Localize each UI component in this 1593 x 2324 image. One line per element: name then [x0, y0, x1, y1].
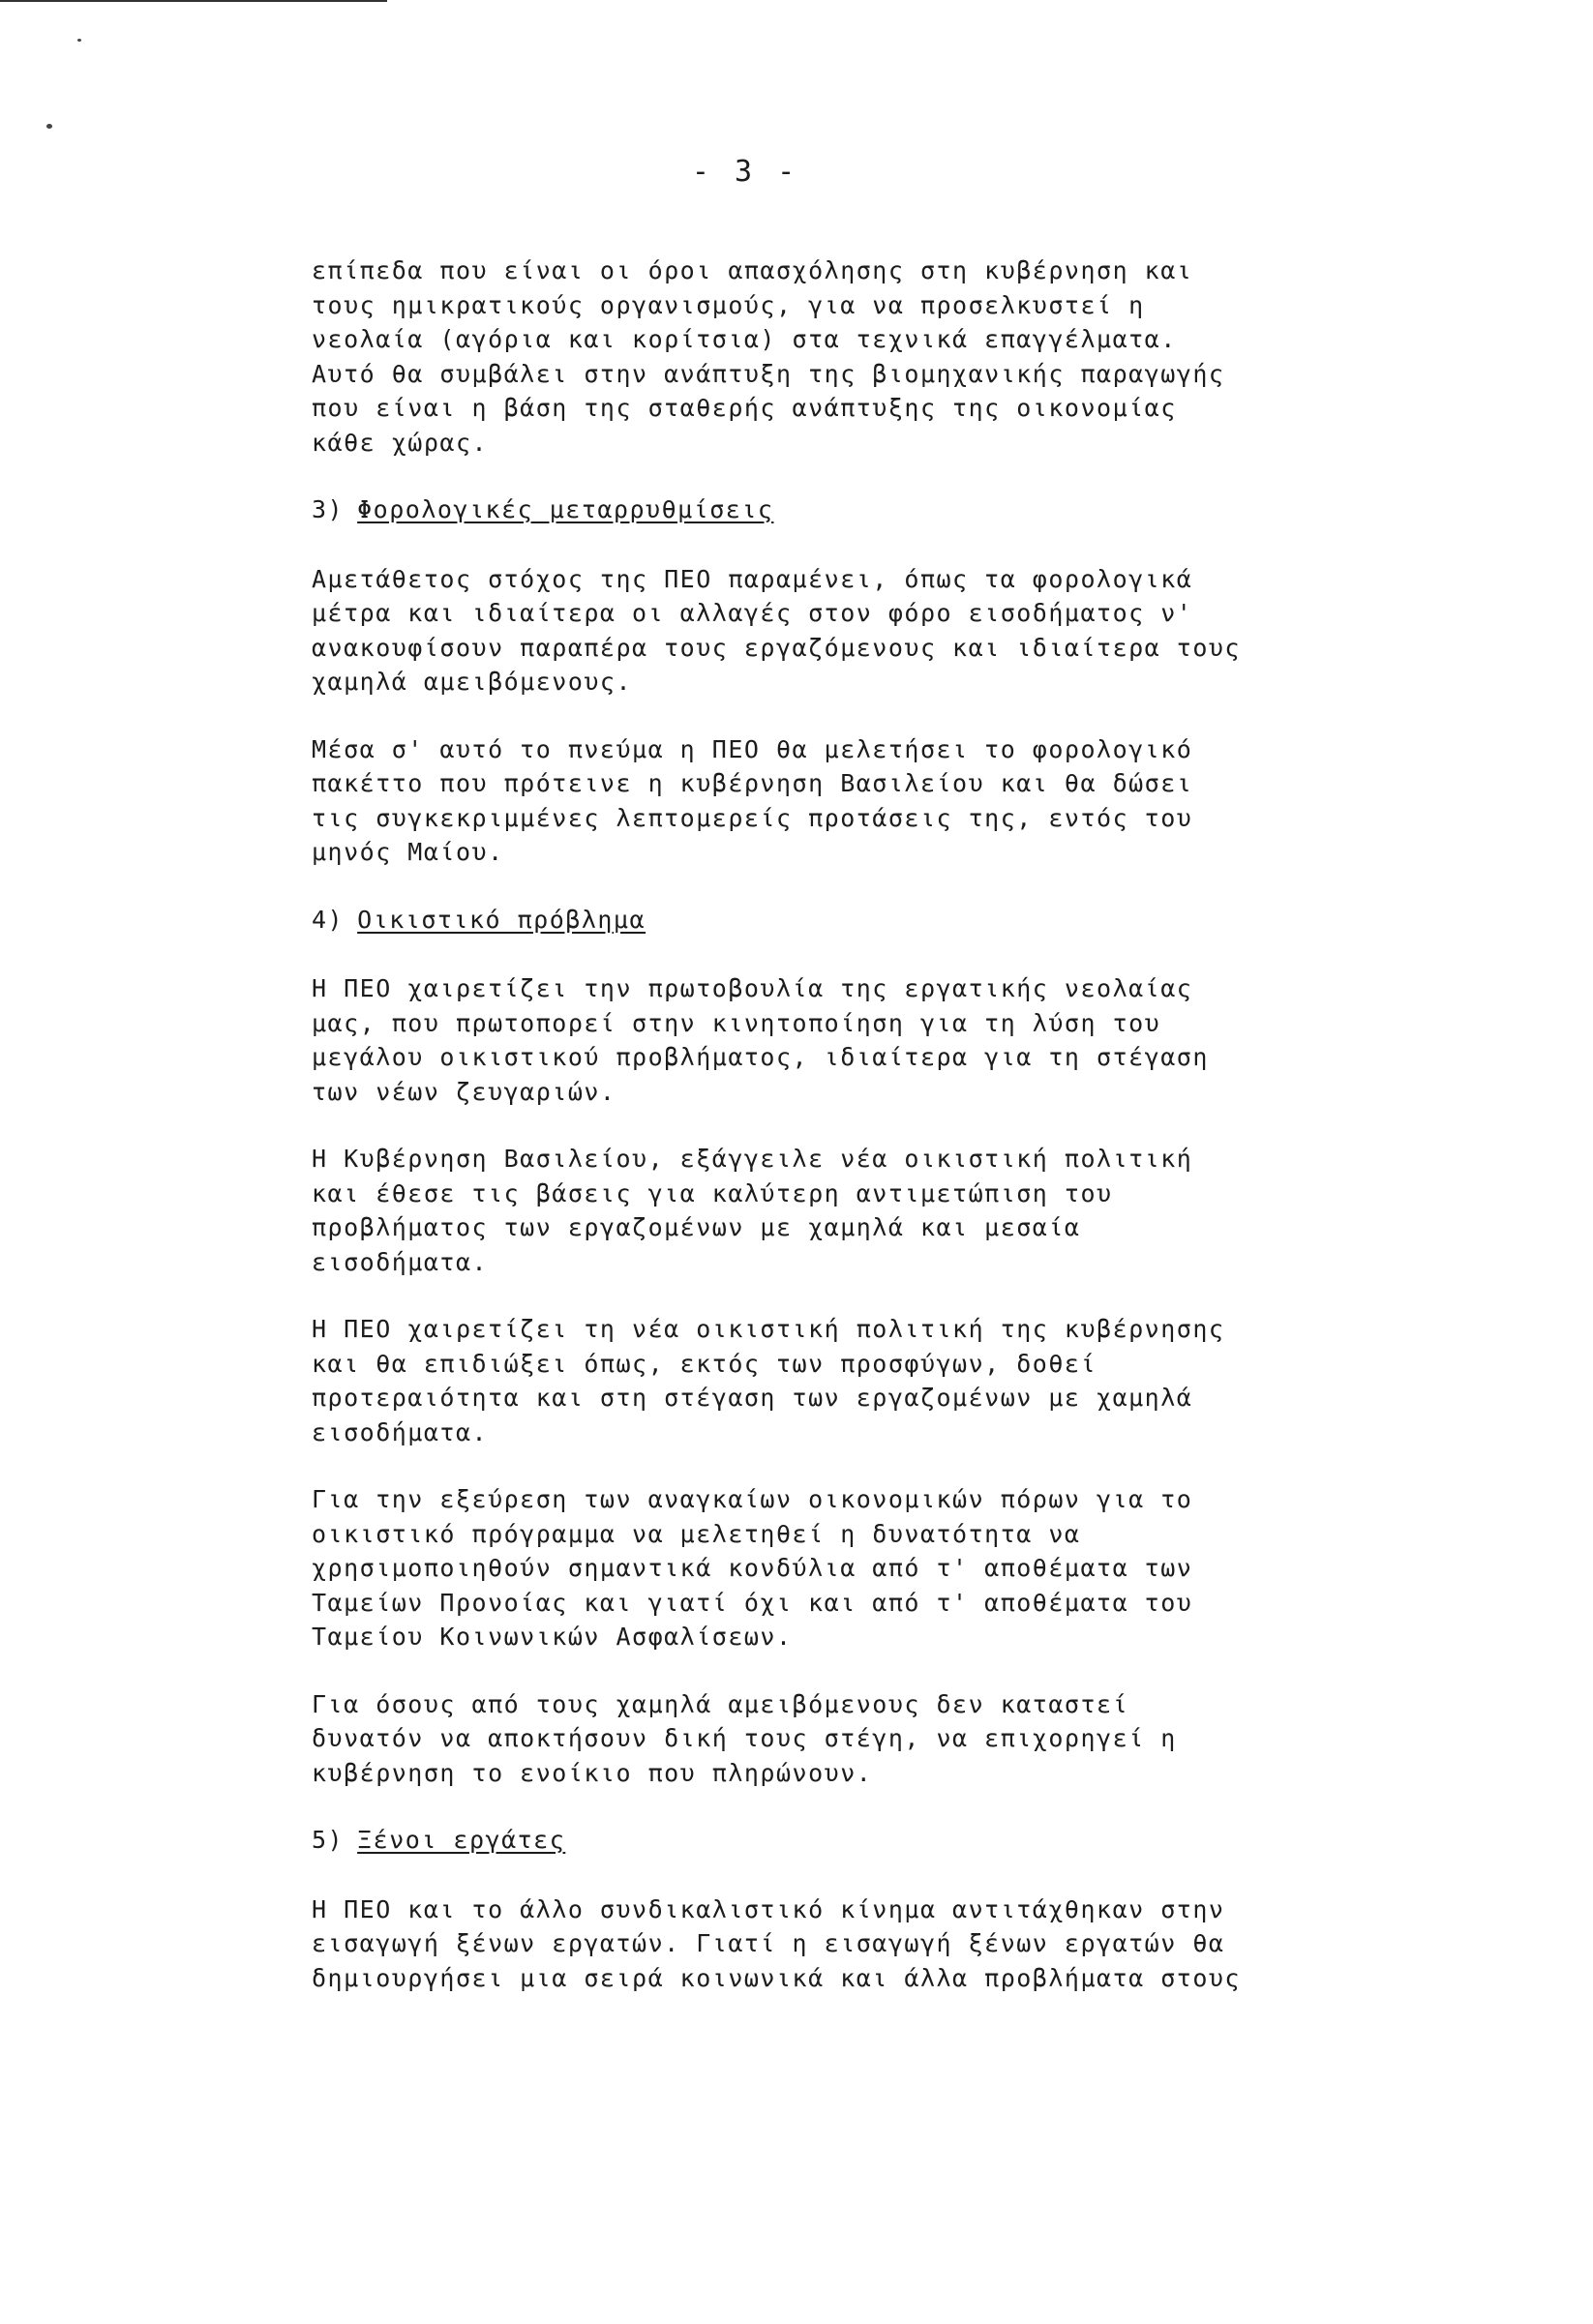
scan-speck: [46, 124, 52, 129]
paragraph: Η Κυβέρνηση Βασιλείου, εξάγγειλε νέα οικιστική πολιτική και έθεσε τις βάσεις για καλύτερη αντιμετώπιση του προβλήματος των εργαζομένων με χαμηλά και μεσαία εισοδήματα.: [312, 1145, 1193, 1276]
paragraph: επίπεδα που είναι οι όροι απασχόλησης στη κυβέρνηση και τους ημικρατικούς οργανισμούς, για να προσελκυστεί η νεολαία (αγόρια και κορίτσια) στα τεχνικά επαγγέλματα. Αυτό θα συμβάλει στην ανάπτυξη της βιομηχανικής παραγωγής που είναι η βάση της σταθερής ανάπτυξης της οικονομίας κάθε χώρας.: [312, 256, 1225, 457]
paragraph: Η ΠΕΟ χαιρετίζει την πρωτοβουλία της εργατικής νεολαίας μας, που πρωτοπορεί στην κινητοποίηση για τη λύση του μεγάλου οικιστικού προβλήματος, ιδιαίτερα για τη στέγαση των νέων ζευγαριών.: [312, 974, 1209, 1106]
paragraph: Η ΠΕΟ χαιρετίζει τη νέα οικιστική πολιτική της κυβέρνησης και θα επιδιώξει όπως, εκτός των προσφύγων, δοθεί προτεραιότητα και στη στέγαση των εργαζομένων με χαμηλά εισοδήματα.: [312, 1315, 1225, 1446]
section-number: 3): [312, 495, 345, 523]
paragraph: Μέσα σ' αυτό το πνεύμα η ΠΕΟ θα μελετήσει το φορολογικό πακέττο που πρότεινε η κυβέρνηση Βασιλείου και θα δώσει τις συγκεκριμμένες λεπτομερείς προτάσεις της, εντός του μηνός Μαίου.: [312, 734, 1193, 866]
paragraph: Αμετάθετος στόχος της ΠΕΟ παραμένει, όπως τα φορολογικά μέτρα και ιδιαίτερα οι αλλαγές στον φόρο εισοδήματος ν' ανακουφίσουν παραπέρα τους εργαζόμενους και ιδιαίτερα τους χαμηλά αμειβόμενους.: [312, 564, 1241, 696]
scan-speck: [77, 39, 81, 42]
paragraph: Για την εξεύρεση των αναγκαίων οικονομικών πόρων για το οικιστικό πρόγραμμα να μελετηθεί η δυνατότητα να χρησιμοποιηθούν σημαντικά κονδύλια από τ' αποθέματα των Ταμείων Προνοίας και γιατί όχι και από τ' αποθέματα του Ταμείου Κοινωνικών Ασφαλίσεων.: [312, 1485, 1193, 1651]
paragraph: Για όσους από τους χαμηλά αμειβόμενους δεν καταστεί δυνατόν να αποκτήσουν δική τους στέγη, να επιχορηγεί η κυβέρνηση το ενοίκιο που πληρώνουν.: [312, 1689, 1177, 1787]
section-number: 4): [312, 905, 345, 934]
scan-top-rule: [0, 0, 387, 2]
section-title: Ξένοι εργάτες: [357, 1826, 566, 1854]
section-heading: [312, 1823, 1473, 1858]
page-number: - 3 -: [691, 155, 799, 189]
section-heading: [312, 492, 1473, 527]
section-title: Φορολογικές μεταρρυθμίσεις: [357, 495, 774, 523]
section-heading: [312, 903, 1473, 938]
paragraph: Η ΠΕΟ και το άλλο συνδικαλιστικό κίνημα αντιτάχθηκαν στην εισαγωγή ξένων εργατών. Γιατί η εισαγωγή ξένων εργατών θα δημιουργήσει μια σειρά κοινωνικά και άλλα προβλήματα στους: [312, 1894, 1241, 1992]
document-body: [312, 253, 1473, 2028]
section-number: 5): [312, 1826, 345, 1854]
section-title: Οικιστικό πρόβλημα: [357, 905, 646, 934]
